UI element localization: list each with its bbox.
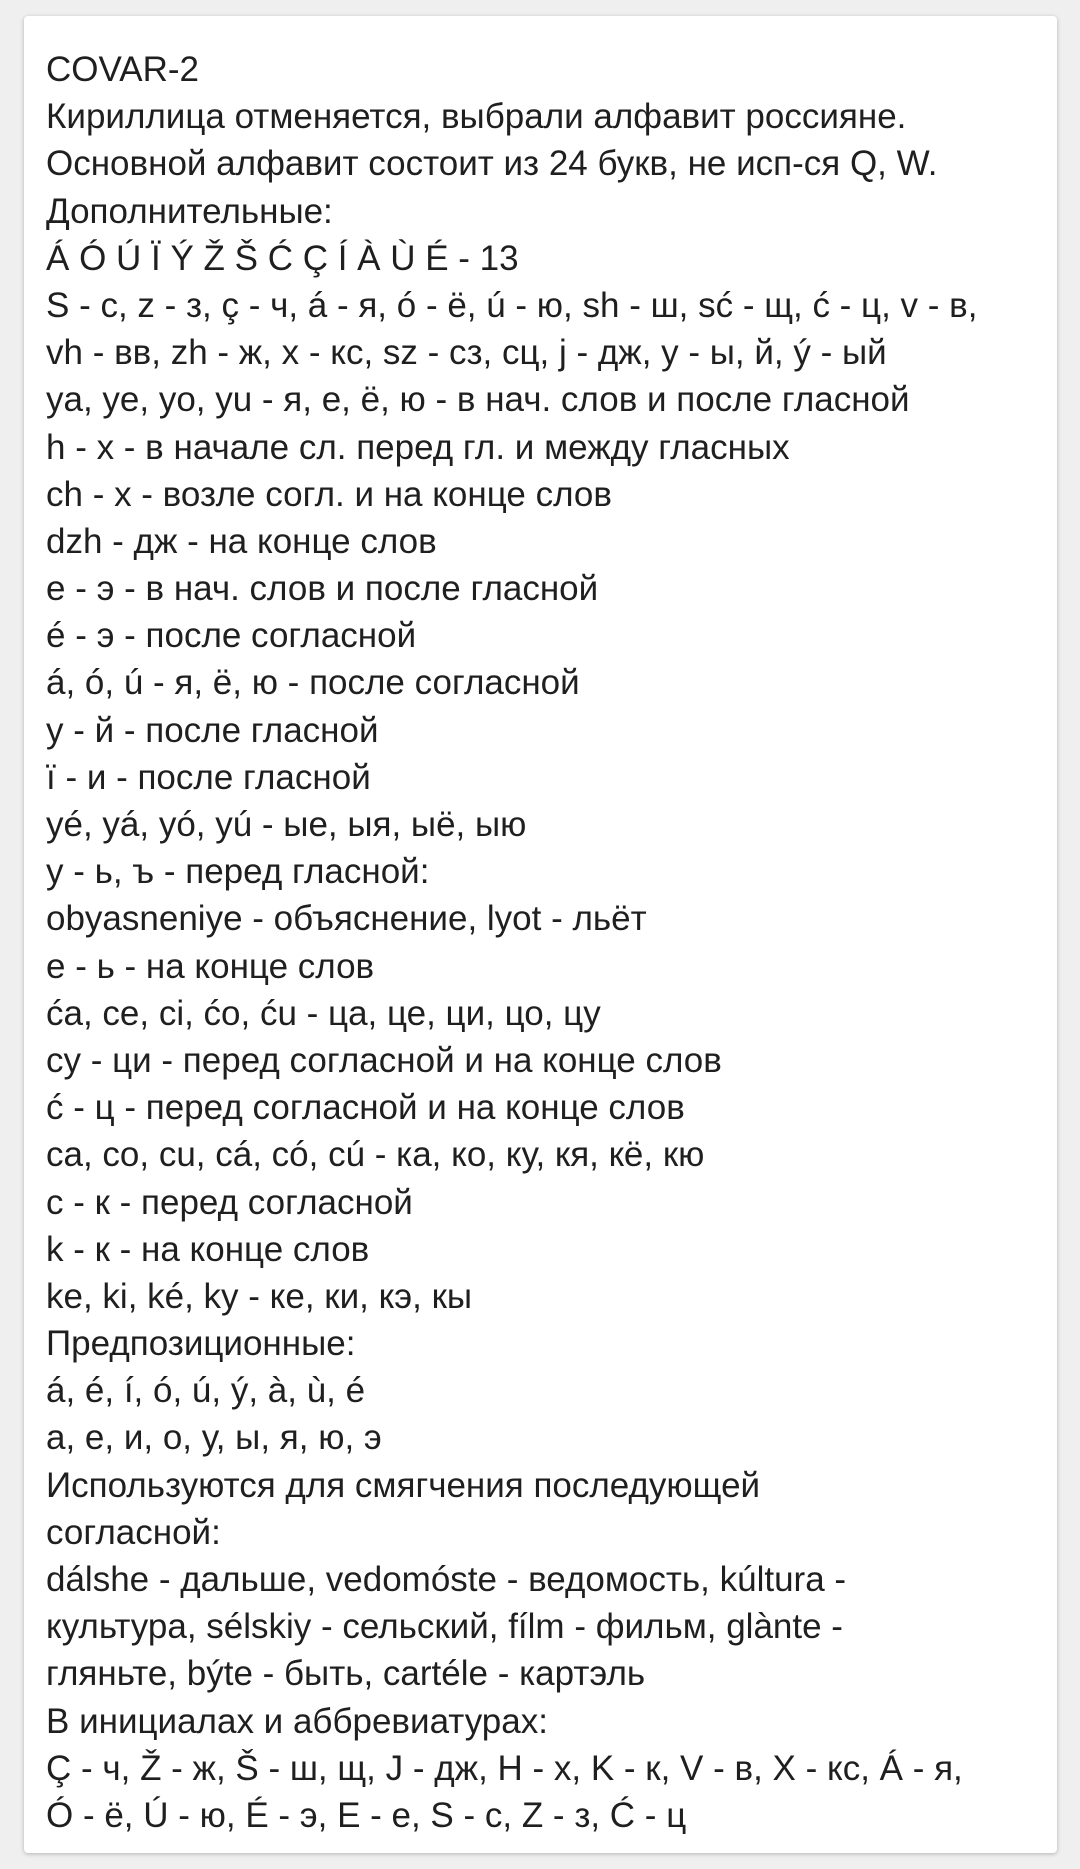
note-line: dzh - дж - на конце слов [46,521,437,561]
note-line: cy - ци - перед согласной и на конце слов [46,1040,722,1080]
note-line: obyasneniye - объяснение, lyot - льёт [46,899,647,939]
note-line: e - ь - на конце слов [46,946,375,986]
note-line: yé, yá, yó, yú - ые, ыя, ыё, ыю [46,805,527,844]
note-line-title: COVAR-2 [46,50,199,89]
note-line: Ó - ё, Ú - ю, É - э, E - е, S - с, Z - з, Ć - ц [46,1795,687,1835]
note-line: dálshe - дальше, vedomóste - ведомость, kúltura - [46,1560,847,1599]
note-line: é - э - после согласной [46,616,417,656]
note-line: Дополнительные: [46,191,333,231]
note-text[interactable] [46,46,1037,1839]
note-line: k - к - на конце слов [46,1229,370,1269]
note-line: vh - вв, zh - ж, x - кс, sz - сз, сц, j - дж, y - ы, й, ý - ый [46,333,887,373]
note-line: h - х - в начале сл. перед гл. и между гласных [46,427,790,467]
note-line: ch - х - возле согл. и на конце слов [46,474,612,514]
note-line: Используются для смягчения последующей [46,1465,761,1505]
note-line: y - й - после гласной [46,710,379,750]
note-line: ć - ц - перед согласной и на конце слов [46,1088,685,1128]
note-line: e - э - в нач. слов и после гласной [46,569,599,609]
note-line: Предпозиционные: [46,1324,356,1364]
note-line: ća, ce, ci, ćo, ću - ца, це, ци, цо, цу [46,993,601,1033]
note-line: ca, co, cu, cá, có, cú - ка, ко, ку, кя, кё, кю [46,1135,705,1175]
note-line: а, е, и, о, у, ы, я, ю, э [46,1418,382,1458]
note-line: культура, sélskiy - сельский, fílm - фильм, glànte - [46,1607,843,1647]
note-line: Á Ó Ú Ï Ý Ž Š Ć Ç Í À Ù É - 13 [46,238,519,278]
note-line: ke, ki, ké, ky - ке, ки, кэ, кы [46,1276,473,1316]
note-line: В инициалах и аббревиатурах: [46,1701,548,1741]
note-card [24,16,1057,1853]
note-line: c - к - перед согласной [46,1182,413,1222]
note-line: á, é, í, ó, ú, ý, à, ù, é [46,1371,366,1411]
note-line: ya, ye, yo, yu - я, е, ё, ю - в нач. слов и после гласной [46,380,910,420]
note-line: y - ь, ъ - перед гласной: [46,852,430,892]
note-line: гляньте, býte - быть, cartéle - картэль [46,1654,646,1694]
note-line: Основной алфавит состоит из 24 букв, не исп-ся Q, W. [46,144,938,184]
note-line: S - с, z - з, ç - ч, á - я, ó - ё, ú - ю, sh - ш, sć - щ, ć - ц, v - в, [46,285,978,325]
note-line: ï - и - после гласной [46,757,371,797]
note-line: Ç - ч, Ž - ж, Š - ш, щ, J - дж, H - х, K - к, V - в, X - кс, Á - я, [46,1748,963,1788]
note-line: согласной: [46,1512,221,1552]
note-line: á, ó, ú - я, ё, ю - после согласной [46,663,580,703]
note-line: Кириллица отменяется, выбрали алфавит россияне. [46,97,907,137]
